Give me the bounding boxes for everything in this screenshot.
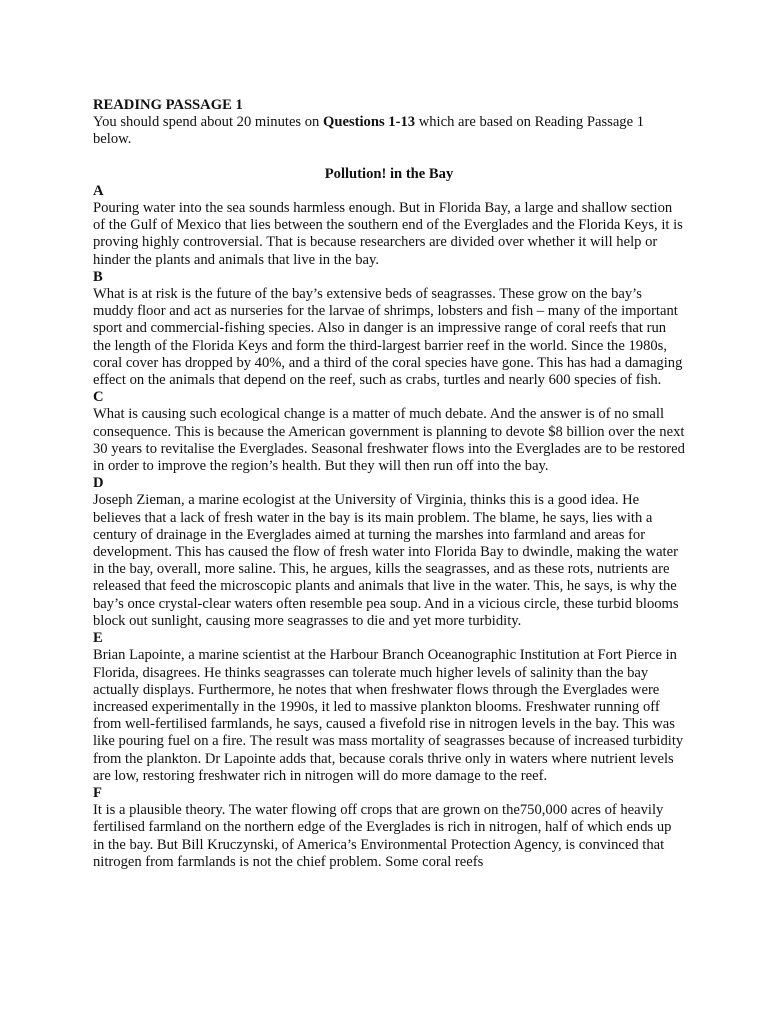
reading-passage-page	[93, 97, 685, 871]
section-a	[93, 183, 685, 269]
section-b	[93, 269, 685, 389]
instructions-questions: Questions 1-13	[323, 114, 416, 131]
section-letter: A	[93, 182, 104, 199]
instructions-prefix: You should spend about 20 minutes on	[93, 114, 324, 131]
section-paragraph: Joseph Zieman, a marine ecologist at the University of Virginia, thinks this is a good idea. He believes that a lack of fresh water in the bay is its main problem. The blame, he says, lies with a century of drainage in the Everglades aimed at turning the marshes into farmland and areas for development. This has caused the flow of fresh water into Florida Bay to dwindle, making the water in the bay, overall, more saline. This, he argues, kills the seagrasses, and as these rots, nutrients are released that feed the microscopic plants and animals that live in the water. This, he says, is why the bay’s once crystal-clear waters often resemble pea soup. And in a vicious circle, these turbid blooms block out sunlight, causing more seagrasses to die and yet more turbidity.	[93, 492, 679, 629]
instructions-suffix: which are based on Reading Passage 1 below.	[93, 114, 645, 148]
section-letter: C	[93, 389, 104, 406]
section-c	[93, 389, 685, 475]
section-letter: D	[93, 475, 104, 492]
section-paragraph: It is a plausible theory. The water flowing off crops that are grown on the750,000 acres of heavily fertilised farmland on the northern edge of the Everglades is rich in nitrogen, half of which ends up in the bay. But Bill Kruczynski, of America’s Environmental Protection Agency, is convinced that nitrogen from farmlands is not the chief problem. Some coral reefs	[93, 802, 672, 870]
section-e	[93, 630, 685, 785]
passage-title: Pollution! in the Bay	[324, 165, 454, 182]
passage-instructions	[93, 114, 685, 148]
section-paragraph: What is causing such ecological change is a matter of much debate. And the answer is of no small consequence. This is because the American government is planning to devote $8 billion over the next 30 years to revitalise the Everglades. Seasonal freshwater flows into the Everglades are to be restored in order to improve the region’s health. But they will then run off into the bay.	[93, 406, 685, 475]
section-paragraph: What is at risk is the future of the bay’s extensive beds of seagrasses. These grow on the bay’s muddy floor and act as nurseries for the larvae of shrimps, lobsters and fish – many of the important sport and commercial-fishing species. Also in danger is an impressive range of coral reefs that run the length of the Florida Keys and form the third-largest barrier reef in the world. Since the 1980s, coral cover has dropped by 40%, and a third of the coral species have gone. This has had a damaging effect on the animals that depend on the reef, such as crabs, turtles and nearly 600 species of fish.	[93, 286, 683, 389]
section-letter: E	[93, 630, 103, 647]
passage-heading: READING PASSAGE 1	[93, 97, 243, 113]
section-letter: F	[93, 784, 102, 801]
section-paragraph: Brian Lapointe, a marine scientist at the Harbour Branch Oceanographic Institution at Fort Pierce in Florida, disagrees. He thinks seagrasses can tolerate much higher levels of salinity than the bay actually displays. Furthermore, he notes that when freshwater flows through the Everglades were increased experimentally in the 1990s, it led to massive plankton blooms. Freshwater running off from well-fertilised farmlands, he says, caused a fivefold rise in nitrogen levels in the bay. This was like pouring fuel on a fire. The result was mass mortality of seagrasses because of increased turbidity from the plankton. Dr Lapointe adds that, because corals thrive only in waters where nutrient levels are low, restoring freshwater rich in nitrogen will do more damage to the reef.	[93, 647, 684, 784]
section-paragraph: Pouring water into the sea sounds harmless enough. But in Florida Bay, a large and shallow section of the Gulf of Mexico that lies between the southern end of the Everglades and the Florida Keys, it is proving highly controversial. That is because researchers are divided over whether it will help or hinder the plants and animals that live in the bay.	[93, 200, 683, 268]
section-f	[93, 785, 685, 871]
section-d	[93, 475, 685, 630]
section-letter: B	[93, 268, 103, 285]
